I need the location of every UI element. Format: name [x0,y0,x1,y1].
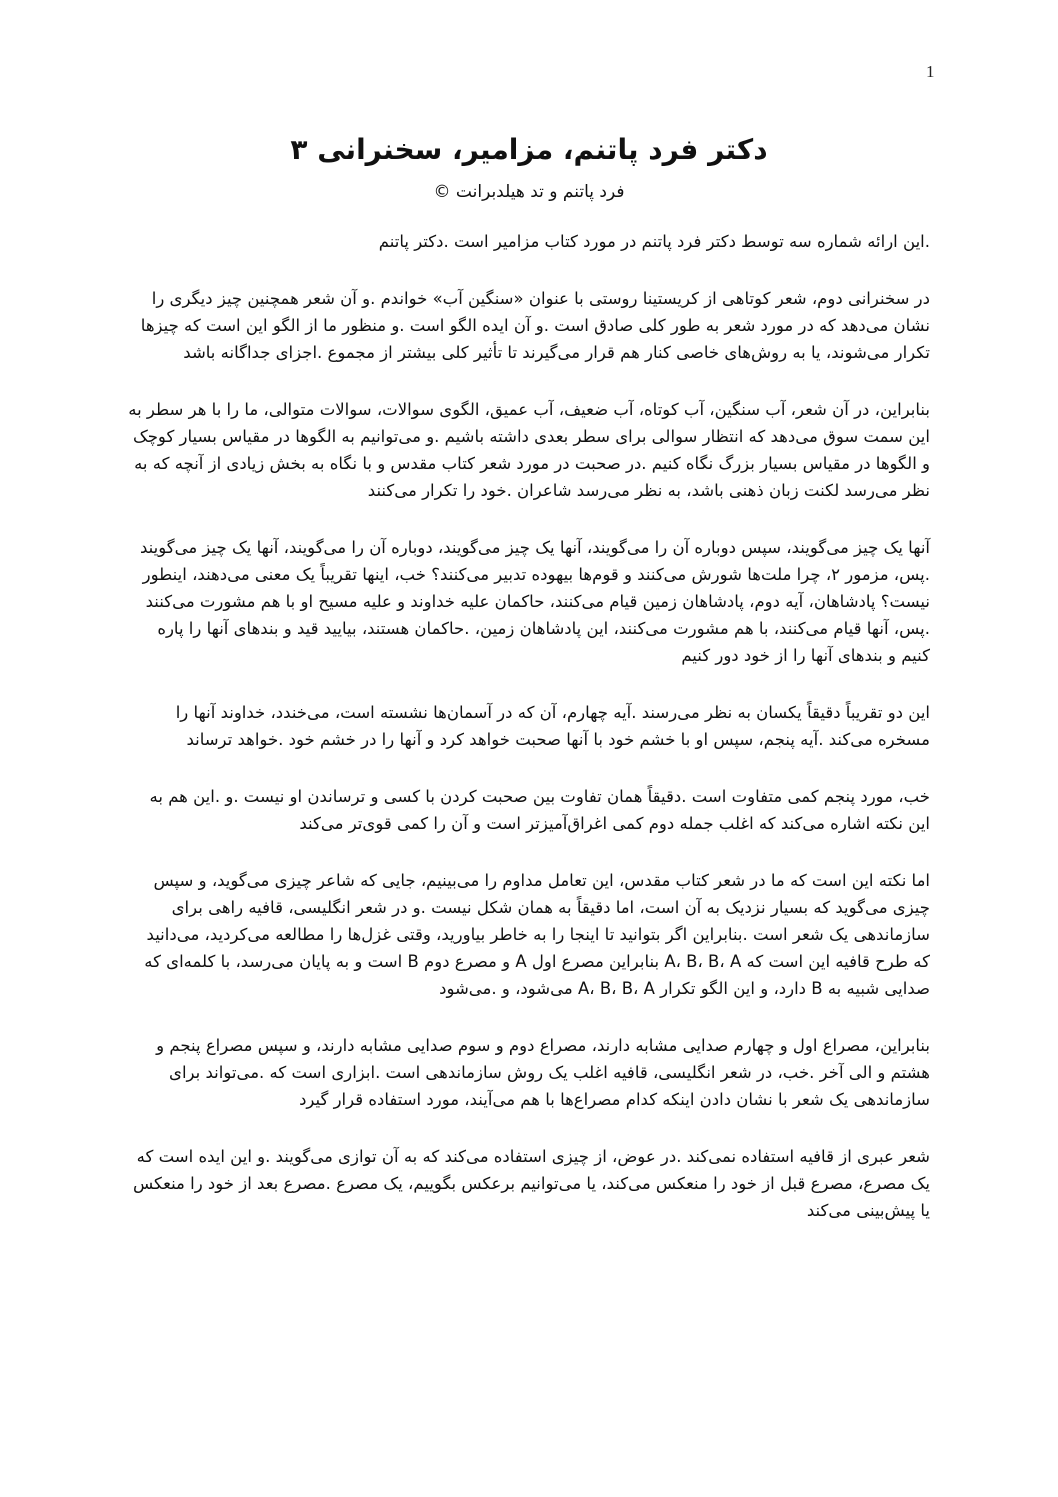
document-body [128,228,930,1254]
paragraph-5: این دو تقریباً دقیقاً یکسان به نظر می‌رسند .آیه چهارم، آن که در آسمان‌ها نشسته است، می‌خندد، خداوند آنها را مسخره می‌کند .آیه پنجم، سپس او با خشم خود با آنها صحبت خواهد کرد و آنها را در خشم خود .خواهد ترساند [175,703,930,749]
paragraph-9: شعر عبری از قافیه استفاده نمی‌کند .در عوض، از چیزی استفاده می‌کند که به آن توازی می‌گویند .و این ایده است که یک مصرع، مصرع قبل از خود را منعکس می‌کند، یا می‌توانیم برعکس بگوییم، یک مصرع .مصرع بعد از خود را منعکس یا پیش‌بینی می‌کند [132,1147,930,1220]
paragraph-7: اما نکته این است که ما در شعر کتاب مقدس، این تعامل مداوم را می‌بینیم، جایی که شاعر چیزی می‌گوید، و سپس چیزی می‌گوید که بسیار نزدیک به آن است، اما دقیقاً به همان شکل نیست .و در شعر انگلیسی، قافیه راهی برای سازماندهی یک شعر است .بنابراین اگر بتوانید تا اینجا را به خاطر بیاورید، وقتی غزل‌ها را مطالعه می‌کردید، می‌دانید که طرح قافیه این است که A، B، B، A بنابراین مصرع اول A و مصرع دوم B است و به پایان می‌رسد، با کلمه‌ای که صدایی شبیه به B دارد، و این الگو تکرار A، B، B، A می‌شود، و .می‌شود [144,871,930,998]
paragraph-8: بنابراین، مصراع اول و چهارم صدایی مشابه دارند، مصراع دوم و سوم صدایی مشابه دارند، و سپس مصراع پنجم و هشتم و الی آخر .خب، در شعر انگلیسی، قافیه اغلب یک روش سازماندهی است .ابزاری است که .می‌تواند برای سازماندهی یک شعر با نشان دادن اینکه کدام مصراع‌ها با هم می‌آیند، مورد استفاده قرار گیرد [156,1036,930,1109]
paragraph-2: در سخنرانی دوم، شعر کوتاهی از کریستینا روستی با عنوان «سنگین آب» خواندم .و آن شعر همچنین چیز دیگری را نشان می‌دهد که در مورد شعر به طور کلی صادق است .و آن ایده الگو است .و منظور ما از الگو این است که چیزها تکرار می‌شوند، یا به روش‌های خاصی کنار هم قرار می‌گیرند تا تأثیر کلی بیشتر از مجموع .اجزای جداگانه باشد [140,289,930,362]
paragraph-1: .این ارائه شماره سه توسط دکتر فرد پاتنم در مورد کتاب مزامیر است .دکتر پاتنم [378,232,930,251]
document-subtitle: فرد پاتنم و تد هیلدبرانت © [433,182,625,202]
paragraph-4: آنها یک چیز می‌گویند، سپس دوباره آن را می‌گویند، آنها یک چیز می‌گویند، دوباره آن را می‌گویند، آنها یک چیز می‌گویند .پس، مزمور ۲، چرا ملت‌ها شورش می‌کنند و قوم‌ها بیهوده تدبیر می‌کنند؟ خب، اینها تقریباً یک معنی می‌دهند، اینطور نیست؟ پادشاهان، آیه دوم، پادشاهان زمین قیام می‌کنند، حاکمان علیه خداوند و علیه مسیح او با هم مشورت می‌کنند .پس، آنها قیام می‌کنند، با هم مشورت می‌کنند، این پادشاهان زمین، .حاکمان هستند، بیایید قید و بندهای آنها را پاره کنیم و بندهای آنها را از خود دور کنیم [139,538,930,665]
paragraph-6: خب، مورد پنجم کمی متفاوت است .دقیقاً همان تفاوت بین صحبت کردن با کسی و ترساندن او نیست .و .این هم به این نکته اشاره می‌کند که اغلب جمله دوم کمی اغراق‌آمیزتر است و آن را کمی قوی‌تر می‌کند [149,787,930,833]
document-title: دکتر فرد پاتنم، مزامیر، سخنرانی ۳ [290,133,768,166]
page-number: 1 [926,62,935,81]
paragraph-3: بنابراین، در آن شعر، آب سنگین، آب کوتاه، آب ضعیف، آب عمیق، الگوی سوالات، سوالات متوالی، ما را با هر سطر به این سمت سوق می‌دهد که انتظار سوالی برای سطر بعدی داشته باشیم .و می‌توانیم به الگوها در مقیاس بسیار کوچک و الگوها در مقیاس بسیار بزرگ نگاه کنیم .در صحبت در مورد شعر کتاب مقدس و با نگاه به بخش زیادی از آنچه که به نظر می‌رسد لکنت زبان ذهنی باشد، به نظر می‌رسد شاعران .خود را تکرار می‌کنند [128,400,930,500]
